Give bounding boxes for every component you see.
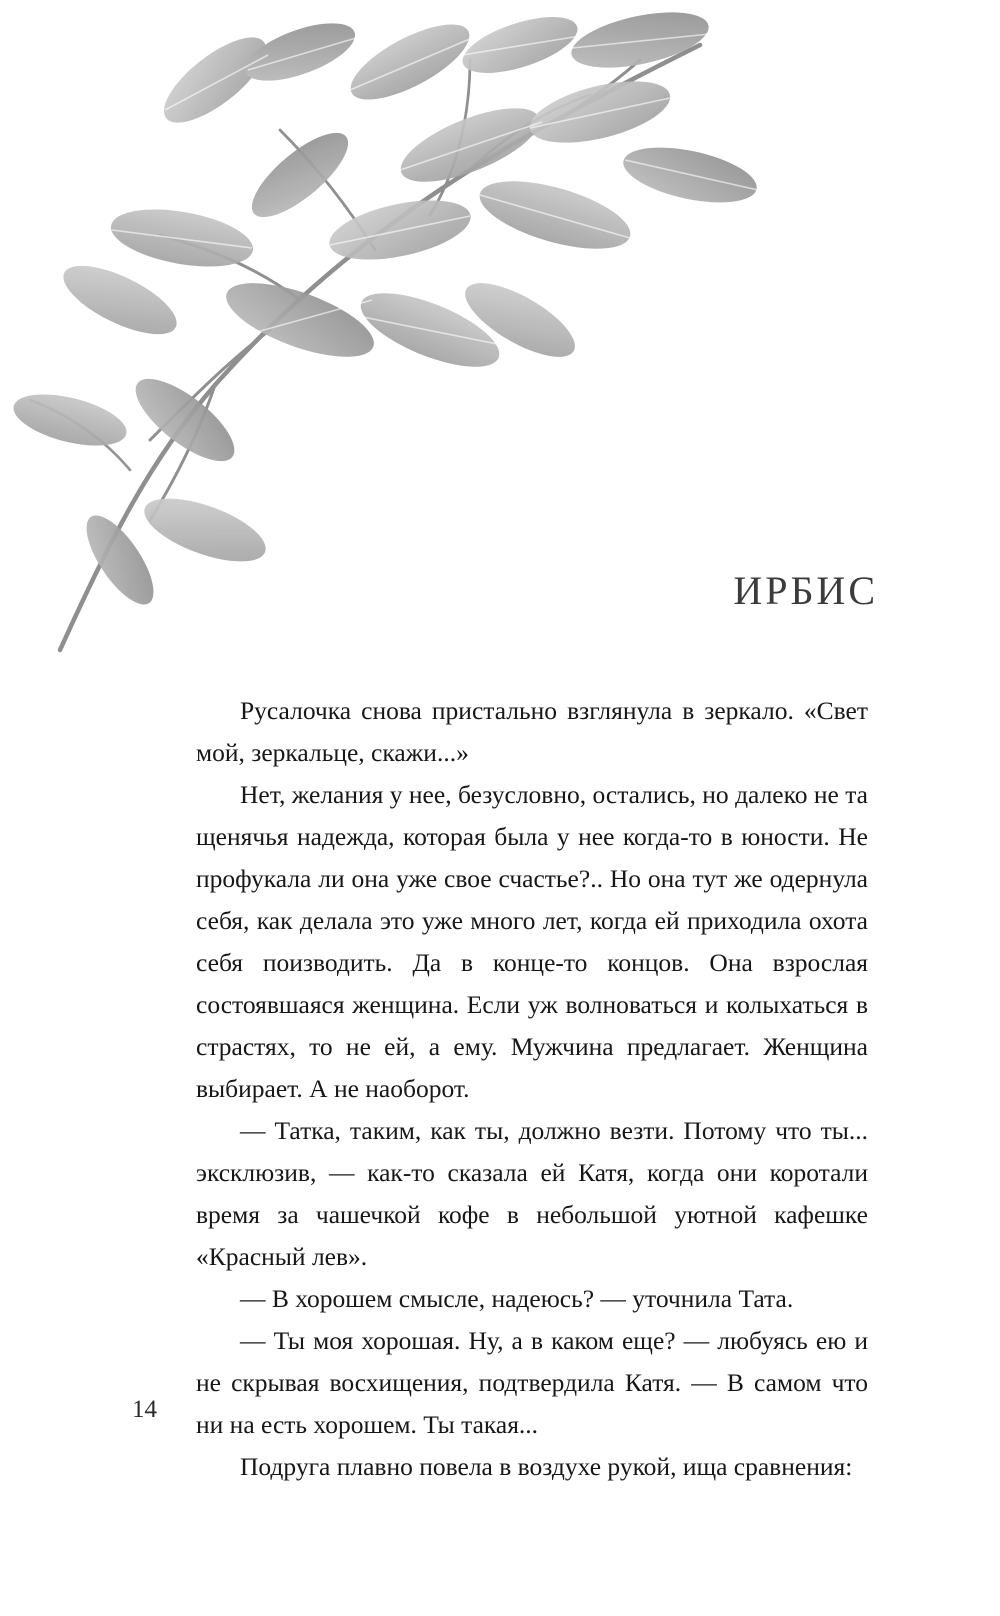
chapter-title: ИРБИС [733, 567, 878, 613]
page-number: 14 [132, 1396, 157, 1423]
paragraph: — Ты моя хорошая. Ну, а в каком еще? — любуясь ею и не скрывая восхищения, подтвердила Катя. — В самом что ни на есть хорошем. Ты такая... [196, 1326, 868, 1439]
watercolor-branch-illustration [0, 0, 760, 660]
paragraph: Подруга плавно повела в воздухе рукой, ища сравнения: [240, 1452, 853, 1481]
body-text [196, 690, 868, 1488]
paragraph: Русалочка снова пристально взглянула в зеркало. «Свет мой, зеркальце, скажи...» [196, 696, 868, 767]
paragraph: — Татка, таким, как ты, должно везти. Потому что ты... эксклюзив, — как-то сказала ей Катя, когда они коротали время за чашечкой кофе в небольшой уютной кафешке «Красный лев». [196, 1116, 868, 1271]
paragraph: Нет, желания у нее, безусловно, остались, но далеко не та щенячья надежда, которая была у нее когда-то в юности. Не профукала ли она уже свое счастье?.. Но она тут же одернула себя, как делала это уже много лет, когда ей приходила охота себя поизводить. Да в конце-то концов. Она взрослая состоявшаяся женщина. Если уж волноваться и колыхаться в страстях, то не ей, а ему. Мужчина предлагает. Женщина выбирает. А не наоборот. [196, 780, 868, 1103]
paragraph: — В хорошем смысле, надеюсь? — уточнила Тата. [240, 1284, 794, 1313]
